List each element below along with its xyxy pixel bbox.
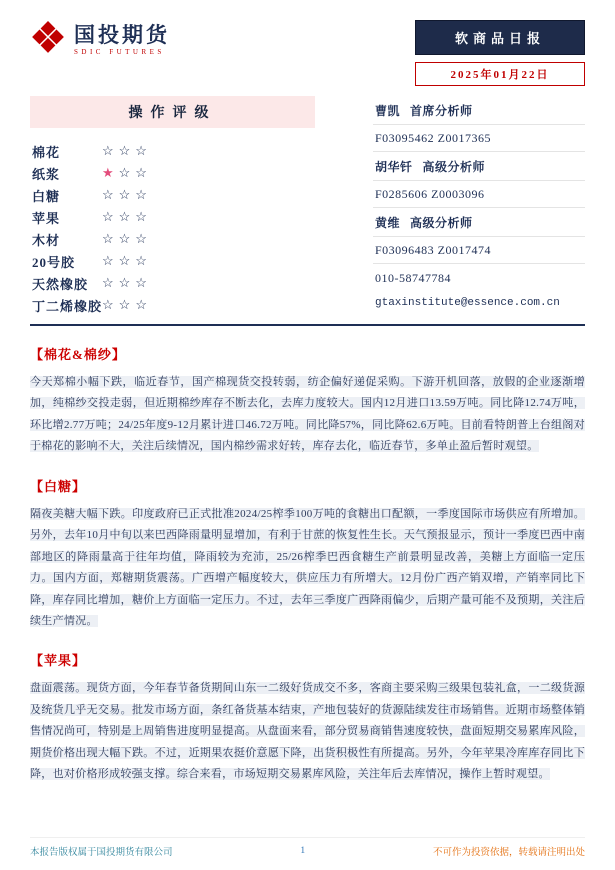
contact-phone: 010-58747784 [375, 271, 451, 285]
stars-empty: ☆☆☆ [102, 187, 152, 202]
rating-stars [102, 231, 152, 247]
rating-row [32, 228, 315, 250]
rating-row [32, 184, 315, 206]
section-body [30, 504, 585, 633]
rating-name: 天然橡胶 [32, 276, 89, 292]
section-sugar [30, 476, 585, 633]
section-title: 【棉花&棉纱】 [30, 347, 126, 362]
analyst-codes-row [373, 125, 585, 152]
ratings-panel [30, 96, 315, 316]
stars-filled: ★ [102, 165, 119, 180]
rating-name: 丁二烯橡胶 [32, 298, 103, 314]
rating-name: 20号胶 [32, 254, 76, 270]
analyst-codes-row [373, 181, 585, 208]
rating-stars [102, 275, 152, 291]
brand-subtitle: SDIC FUTURES [74, 48, 165, 57]
analyst-codes-row [373, 237, 585, 264]
brand-name: 国投期货 [74, 23, 170, 48]
analyst-title: 首席分析师 [410, 104, 473, 118]
analyst-name-row [373, 96, 585, 125]
rating-row [32, 206, 315, 228]
footer-copyright: 本报告版权属于国投期货有限公司 [30, 848, 173, 858]
page-header [30, 20, 585, 86]
analyst-codes: F0285606 Z0003096 [375, 187, 485, 201]
footer-page-number: 1 [300, 846, 306, 856]
analyst-codes: F03095462 Z0017365 [375, 131, 492, 145]
rating-name: 棉花 [32, 144, 61, 160]
brand-logo [30, 20, 170, 61]
stars-empty: ☆☆☆ [102, 209, 152, 224]
section-apple [30, 650, 585, 785]
rating-row [32, 140, 315, 162]
section-text: 盘面震荡。现货方面，今年春节备货期间山东一二级好货成交不多，客商主要采购三级果包装礼盒，一二级货源及统货几乎无交易。批发市场方面，条红备货基本结束，产地包装好的货源陆续发往市场销售。近期市场整体销售情况尚可，特别是上周销售进度明显提高。从盘面来看，部分贸易商销售速度较快，盘面短期交易累库风险，期货价格出现大幅下跌。不过，近期果农挺价意愿下降，出货积极性有所提高。另外，今年苹果冷库库存同比下降，也对价格形成较强支撑。综合来看，市场短期交易累库风险，关注年后去库情况，操作上暂时观望。 [30, 682, 585, 781]
analyst-codes: F03096483 Z0017474 [375, 243, 492, 257]
ratings-list [30, 140, 315, 316]
section-title: 【白糖】 [30, 478, 87, 494]
brand-text [74, 24, 170, 57]
analyst-title: 高级分析师 [410, 216, 473, 230]
analyst-name-row [373, 152, 585, 181]
stars-empty: ☆☆☆ [102, 253, 152, 268]
analyst-name: 黄维 [375, 216, 401, 230]
report-title: 软商品日报 [415, 20, 585, 55]
info-columns [30, 96, 585, 316]
report-date: 2025年01月22日 [415, 62, 585, 86]
footer-disclaimer: 不可作为投资依据，转载请注明出处 [432, 848, 585, 858]
stars-empty: ☆☆☆ [102, 231, 152, 246]
rating-stars [102, 187, 152, 203]
analyst-name: 胡华钎 [375, 160, 413, 174]
rating-row [32, 294, 315, 316]
rating-stars [102, 297, 152, 313]
report-title-block [415, 20, 585, 86]
diamond-logo-icon [30, 20, 66, 61]
section-text: 隔夜美糖大幅下跌。印度政府已正式批准2024/25榨季100万吨的食糖出口配额，一季度国际市场供应有所增加。另外，去年10月中旬以来巴西降雨量明显增加，有利于甘蔗的恢复性生长。天气预报显示，预计一季度巴西中南部地区的降雨量高于往年均值，降雨较为充沛，25/26榨季巴西食糖生产前景明显改善，美糖上方面临一定压力。国内方面，郑糖期货震荡。广西增产幅度较大，供应压力有所增大。12月份广西产销双增，产销率同比下降，库存同比增加，糖价上方面临一定压力。不过，去年三季度广西降雨偏少，后期产量可能不及预期，关注后续生产情况。 [30, 507, 585, 627]
rating-row [32, 162, 315, 184]
rating-stars [102, 165, 152, 181]
page-footer [30, 837, 585, 858]
rating-row [32, 272, 315, 294]
rating-name: 纸浆 [32, 166, 61, 182]
stars-empty: ☆☆☆ [102, 297, 152, 312]
section-text: 今天郑棉小幅下跌，临近春节，国产棉现货交投转弱，纺企偏好递促采购。下游开机回落，放假的企业逐渐增加，纯棉纱交投走弱，但近期棉纱库存不断去化，去库力度较大。国内12月进口13.59万吨。同比降12.74万吨，环比增2.77万吨；24/25年度9-12月累计进口46.72万吨。同比降57%，同比降62.6万吨。目前看特朗普上台组阁对于棉花的影响不大，关注后续情况，国内棉纱需求好转，库存去化，临近春节，多单止盈后暂时观望。 [30, 376, 585, 453]
ratings-title: 操作评级 [30, 96, 315, 128]
stars-empty: ☆☆☆ [102, 143, 152, 158]
rating-name: 木材 [32, 232, 61, 248]
contact-email[interactable]: gtaxinstitute@essence.com.cn [375, 297, 560, 309]
rating-stars [102, 143, 152, 159]
section-cotton [30, 344, 585, 458]
analysts-panel [373, 96, 585, 316]
rating-stars [102, 209, 152, 225]
stars-empty: ☆☆ [118, 165, 152, 180]
section-divider [30, 324, 585, 326]
section-body [30, 678, 585, 785]
stars-empty: ☆☆☆ [102, 275, 152, 290]
analyst-name: 曹凯 [375, 104, 401, 118]
section-title: 【苹果】 [30, 653, 87, 669]
rating-row [32, 250, 315, 272]
analyst-title: 高级分析师 [422, 160, 486, 174]
rating-name: 苹果 [32, 210, 61, 226]
rating-stars [102, 253, 152, 269]
rating-name: 白糖 [32, 188, 61, 204]
section-body [30, 372, 585, 458]
analyst-name-row [373, 208, 585, 237]
